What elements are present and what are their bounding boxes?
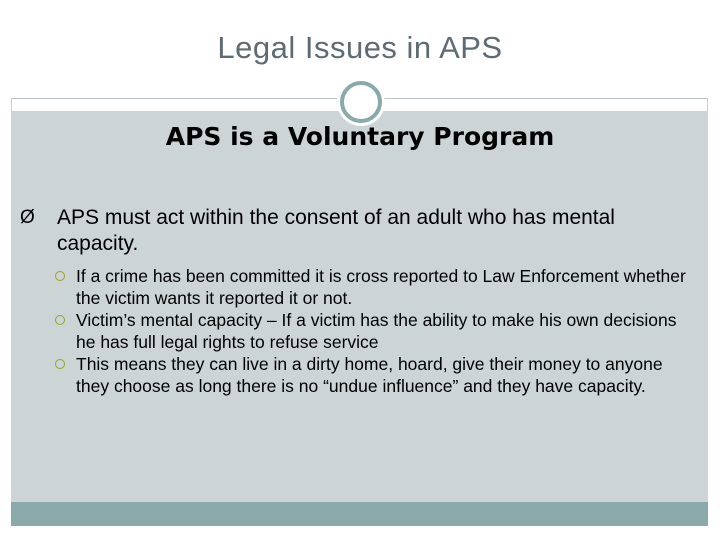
circle-bullet-icon xyxy=(55,271,65,281)
sub-bullet-item xyxy=(55,265,695,309)
circle-bullet-icon xyxy=(55,315,65,325)
main-bullet-text: APS must act within the consent of an adult who has mental capacity. xyxy=(57,206,615,255)
arrow-bullet-icon: Ø xyxy=(20,207,35,228)
circle-ornament-icon xyxy=(340,81,382,123)
slide-subtitle: APS is a Voluntary Program xyxy=(165,122,555,151)
sub-bullet-item xyxy=(55,353,695,397)
slide-title: Legal Issues in APS xyxy=(217,30,503,65)
sub-bullet-list xyxy=(55,265,695,397)
main-bullet xyxy=(20,205,700,257)
bottom-accent-bar xyxy=(11,502,708,526)
sub-bullet-text: This means they can live in a dirty home, hoard, give their money to anyone they choose as long there is no “undue influence” and they have capacity. xyxy=(76,354,663,396)
circle-bullet-icon xyxy=(55,359,65,369)
sub-bullet-text: If a crime has been committed it is cross reported to Law Enforcement whether the victim wants it reported it or not. xyxy=(76,266,686,308)
sub-bullet-text: Victim’s mental capacity – If a victim has the ability to make his own decisions he has full legal rights to refuse service xyxy=(76,310,677,352)
sub-bullet-item xyxy=(55,309,695,353)
